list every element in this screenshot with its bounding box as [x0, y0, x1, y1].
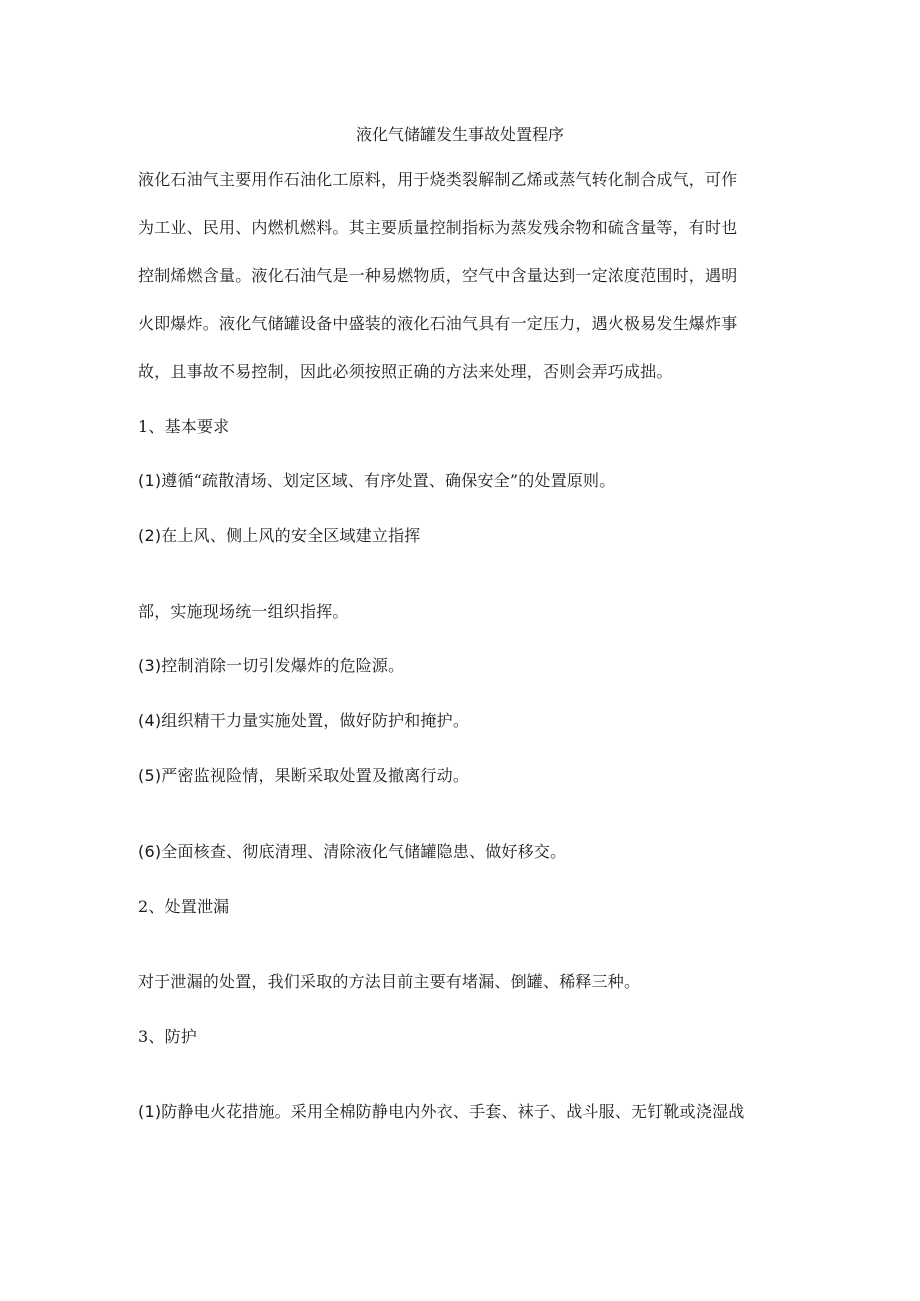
intro-line: 火即爆炸。液化气储罐设备中盛装的液化石油气具有一定压力，遇火极易发生爆炸事: [138, 314, 738, 333]
intro-line: 控制烯燃含量。液化石油气是一种易燃物质，空气中含量达到一定浓度范围时，遇明: [138, 266, 738, 285]
list-item-continuation: 部，实施现场统一组织指挥。: [138, 602, 349, 621]
intro-line: 液化石油气主要用作石油化工原料，用于烧类裂解制乙烯或蒸气转化制合成气，可作: [138, 170, 738, 189]
paragraph: 对于泄漏的处置，我们采取的方法目前主要有堵漏、倒罐、稀释三种。: [138, 972, 641, 991]
list-item-text: 严密监视险情，果断采取处置及撤离行动。: [161, 766, 470, 785]
list-item: [138, 654, 404, 678]
list-item-number: (2): [138, 526, 162, 545]
intro-line: 故，且事故不易控制，因此必须按照正确的方法来处理，否则会弄巧成拙。: [138, 362, 673, 381]
list-item: [138, 840, 566, 864]
list-item-number: (1): [138, 471, 162, 490]
document-title: 液化气储罐发生事故处置程序: [355, 125, 564, 144]
list-item: [138, 469, 615, 493]
list-item: [138, 709, 469, 733]
list-item-number: (1): [138, 1102, 162, 1121]
section-heading: 2、处置泄漏: [138, 897, 230, 916]
list-item-number: (6): [138, 842, 162, 861]
list-item: [138, 1100, 744, 1124]
list-item: [138, 764, 469, 788]
list-item-text: 遵循“疏散清场、划定区域、有序处置、确保安全”的处置原则。: [161, 471, 616, 490]
list-item-number: (5): [138, 766, 162, 785]
list-item-text: 控制消除一切引发爆炸的危险源。: [161, 656, 405, 675]
list-item-text: 防静电火花措施。采用全棉防静电内外衣、手套、袜子、战斗服、无钉靴或浇湿战: [161, 1102, 745, 1121]
list-item-text: 组织精干力量实施处置，做好防护和掩护。: [161, 711, 470, 730]
list-item-text: 全面核查、彻底清理、清除液化气储罐隐患、做好移交。: [161, 842, 567, 861]
section-heading: 1、基本要求: [138, 417, 230, 436]
list-item-number: (3): [138, 656, 162, 675]
list-item-text: 在上风、侧上风的安全区域建立指挥: [161, 526, 421, 545]
intro-line: 为工业、民用、内燃机燃料。其主要质量控制指标为蒸发残余物和硫含量等，有时也: [138, 218, 738, 237]
list-item-number: (4): [138, 711, 162, 730]
list-item: [138, 524, 420, 548]
section-heading: 3、防护: [138, 1027, 197, 1046]
